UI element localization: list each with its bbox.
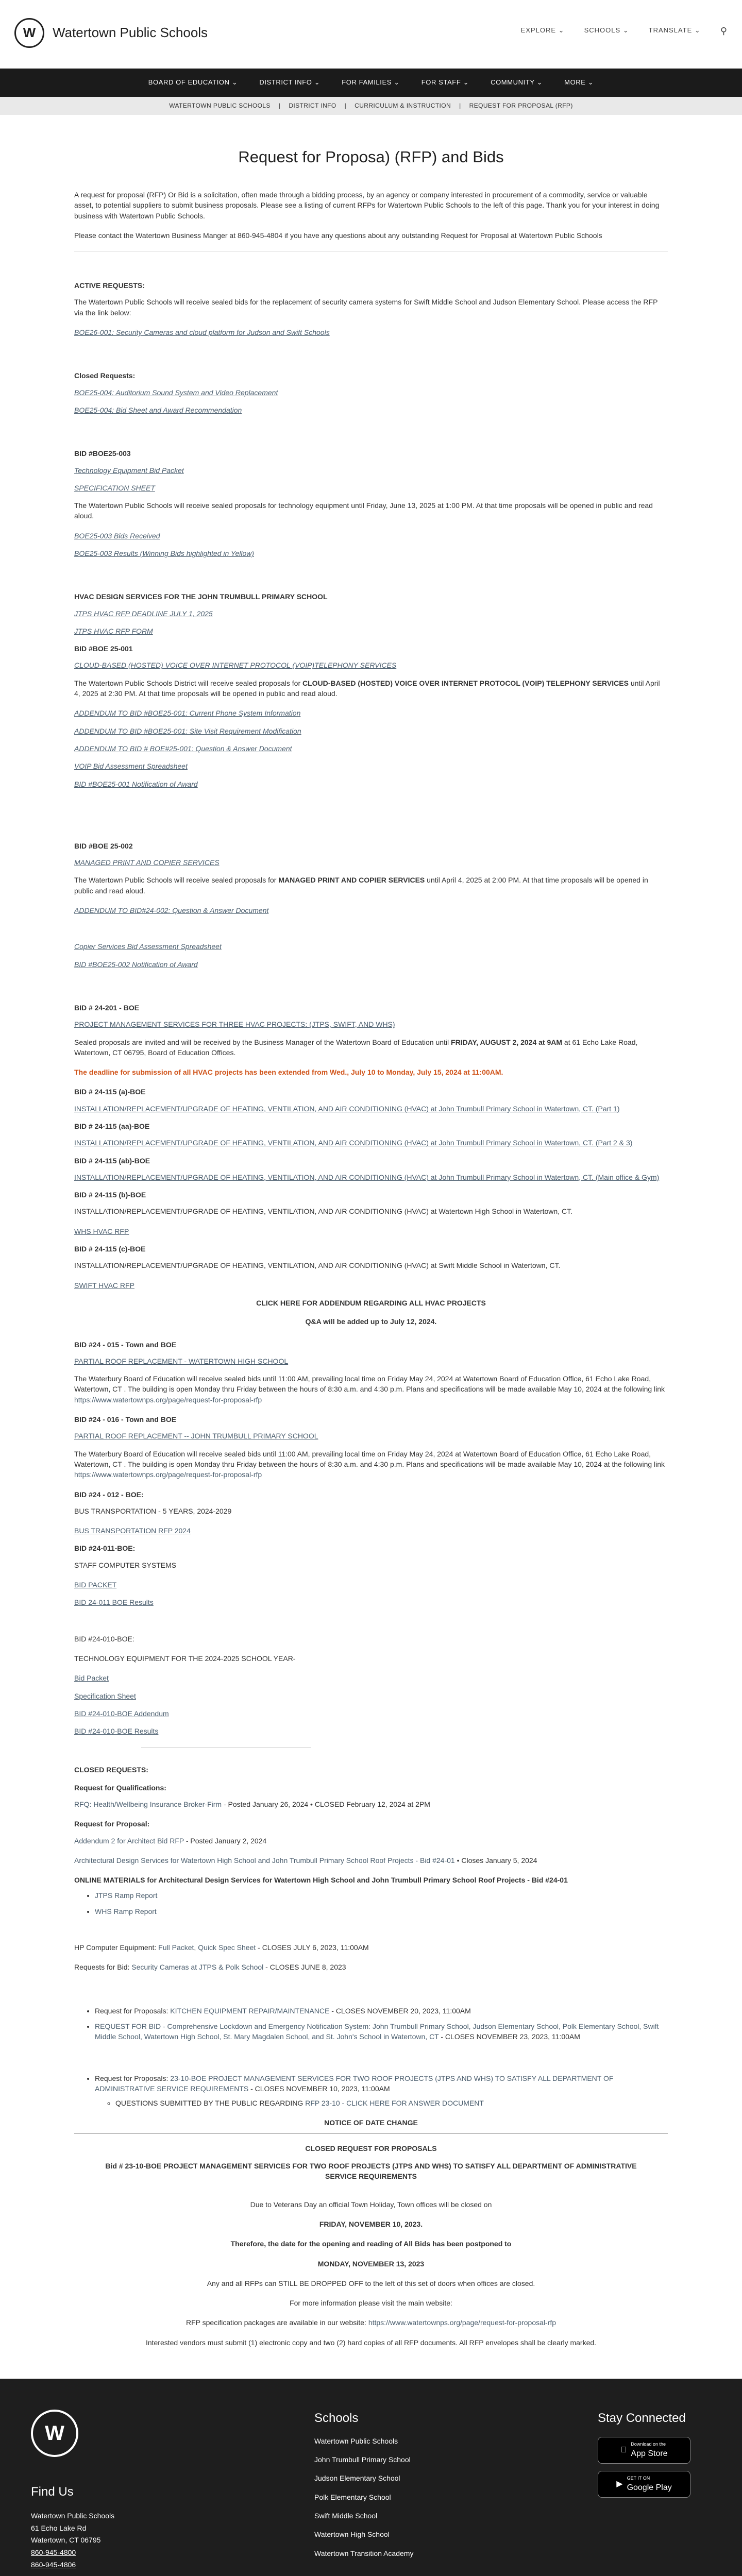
page-title: Request for Proposa) (RFP) and Bids [238, 148, 504, 166]
intro-text: A request for proposal (RFP) Or Bid is a solicitation, often made through a bidding process, by an agency or company interested in procurement of a commodity, service or valuable asset, to potential suppliers to submit business proposals. Please see a listing of current RFPs for Watertown Public Schools to the left of this page. Thank you for your interest in doing business with Watertown Public Schools. [74, 190, 660, 220]
closed-link[interactable]: BOE25-004: Bid Sheet and Award Recommendation [74, 405, 242, 414]
bid-link[interactable]: SPECIFICATION SHEET [74, 483, 155, 492]
roof-pm-link[interactable]: 23-10-BOE PROJECT MANAGEMENT SERVICES FOR TWO ROOF PROJECTS (JTPS AND WHS) TO SATISFY ALL DEPARTMENT OF ADMINISTRATIVE SERVICE REQUIREMENTS [95, 2074, 614, 2093]
notice-text: RFP specification packages are available in our website: https://www.watertownps.org/page/request-for-proposal-rfp [186, 2318, 556, 2327]
closed-heading: Closed Requests: [74, 371, 136, 380]
bid-011-text: STAFF COMPUTER SYSTEMS [74, 1561, 177, 1569]
bid-010-text: TECHNOLOGY EQUIPMENT FOR THE 2024-2025 SCHOOL YEAR- [74, 1654, 296, 1663]
whs-link[interactable]: WHS HVAC RFP [74, 1227, 129, 1235]
bid-201-heading: BID # 24-201 - BOE [74, 1003, 140, 1012]
voip-link[interactable]: CLOUD-BASED (HOSTED) VOICE OVER INTERNET PROTOCOL (VOIP)TELEPHONY SERVICES [74, 661, 397, 670]
play-icon: ▶ [616, 2480, 623, 2489]
footer-phone[interactable]: 860-945-4806 [31, 2560, 76, 2569]
print-bid-heading: BID #BOE 25-002 [74, 841, 133, 850]
active-link[interactable]: BOE26-001: Security Cameras and cloud platform for Judson and Swift Schools [74, 328, 330, 337]
hvac-bid-link[interactable]: INSTALLATION/REPLACEMENT/UPGRADE OF HEATING, VENTILATION, AND AIR CONDITIONING (HVAC) at John Trumbull Primary School in Watertown, CT. (Main office & Gym) [74, 1173, 660, 1181]
qa-note: Q&A will be added up to July 12, 2024. [305, 1317, 437, 1326]
footer-logo[interactable]: W [31, 2410, 78, 2457]
google-play-button[interactable]: ▶ GET IT ON Google Play [598, 2471, 690, 2498]
active-text: The Watertown Public Schools will receive sealed bids for the replacement of security camera systems for Swift Middle School and Judson Elementary School. Please access the RFP via the link below: [74, 298, 658, 317]
hvac-bid-heading: BID # 24-115 (a)-BOE [74, 1088, 146, 1096]
bid-015-url[interactable]: https://www.watertownps.org/page/request-for-proposal-rfp [74, 1395, 262, 1404]
swift-bid-heading: BID # 24-115 (c)-BOE [74, 1245, 146, 1253]
hvac-link[interactable]: JTPS HVAC RFP DEADLINE JULY 1, 2025 [74, 609, 213, 618]
active-heading: ACTIVE REQUESTS: [74, 281, 145, 290]
notice-text: Due to Veterans Day an official Town Holiday, Town offices will be closed on [250, 2200, 492, 2209]
schools-heading: Schools [314, 2411, 359, 2425]
footer-address: Watertown, CT 06795 [31, 2536, 101, 2545]
notice-text: For more information please visit the main website: [290, 2299, 452, 2308]
voip-addendum-link[interactable]: ADDENDUM TO BID #BOE25-001: Site Visit Requirement Modification [74, 726, 301, 735]
bid-012-text: BUS TRANSPORTATION - 5 YEARS, 2024-2029 [74, 1506, 232, 1515]
crumb-current: REQUEST FOR PROPOSAL (RFP) [469, 101, 573, 109]
nav-schools[interactable]: SCHOOLS ⌄ [584, 26, 629, 34]
bid-text: The Watertown Public Schools will receive sealed proposals for technology equipment until Friday, June 13, 2025 at 1:00 PM. At that time proposals will be opened in public and read aloud. [74, 501, 653, 520]
closed-link[interactable]: BOE25-004: Auditorium Sound System and Video Replacement [74, 388, 278, 397]
bid-011-link[interactable]: BID 24-011 BOE Results [74, 1598, 154, 1607]
security-link[interactable]: Security Cameras at JTPS & Polk School [131, 1963, 264, 1972]
online-list [95, 1890, 668, 1917]
notice-text: Therefore, the date for the opening and reading of All Bids has been postponed to [230, 2240, 512, 2248]
breadcrumb: WATERTOWN PUBLIC SCHOOLS | DISTRICT INFO | CURRICULUM & INSTRUCTION | REQUEST FOR PROPOSAL (RFP) [0, 97, 742, 115]
print-link[interactable]: MANAGED PRINT AND COPIER SERVICES [74, 858, 220, 867]
list-item: • Request for Proposals: KITCHEN EQUIPMENT REPAIR/MAINTENANCE - CLOSES NOVEMBER 20, 2023, 11:00AM [95, 2006, 668, 2016]
security-item: Requests for Bid: Security Cameras at JTPS & Polk School - CLOSES JUNE 8, 2023 [74, 1963, 346, 1972]
main-content [74, 115, 668, 2348]
voip-assessment-link[interactable]: VOIP Bid Assessment Spreadsheet [74, 762, 188, 771]
contact-text: Please contact the Watertown Business Manger at 860-945-4804 if you have any questions about any outstanding Request for Proposal at Watertown Public Schools [74, 231, 602, 240]
mainnav-board[interactable]: BOARD OF EDUCATION ⌄ [148, 78, 238, 87]
roof-rfp-list [95, 2073, 668, 2109]
notice-date: MONDAY, NOVEMBER 13, 2023 [317, 2259, 425, 2268]
deadline-notice: The deadline for submission of all HVAC projects has been extended from Wed., July 10 to Monday, July 15, 2024 at 11:00AM. [74, 1068, 503, 1077]
search-icon[interactable]: ⚲ [720, 26, 728, 36]
whs-text: INSTALLATION/REPLACEMENT/UPGRADE OF HEATING, VENTILATION, AND AIR CONDITIONING (HVAC) at Watertown High School in Watertown, CT. [74, 1207, 572, 1216]
mainnav-families[interactable]: FOR FAMILIES ⌄ [342, 78, 400, 87]
bid-011-link[interactable]: BID PACKET [74, 1581, 117, 1589]
footer-address: 61 Echo Lake Rd [31, 2523, 87, 2532]
crumb-home[interactable]: WATERTOWN PUBLIC SCHOOLS [169, 101, 271, 109]
footer-schools [314, 2410, 413, 2558]
chevron-down-icon: ⌄ [558, 26, 565, 34]
print-addendum-link[interactable]: ADDENDUM TO BID#24-002: Question & Answer Document [74, 906, 269, 915]
chevron-down-icon: ⌄ [622, 26, 629, 34]
voip-bid-heading: BID #BOE 25-001 [74, 645, 133, 653]
footer-district-name: Watertown Public Schools [31, 2511, 115, 2520]
lockdown-link[interactable]: REQUEST FOR BID - Comprehensive Lockdown and Emergency Notification System: John Trumbull Primary School, Judson Elementary School, Polk Elementary School, Swift Middle School, Watertown High School, St. Mary Magdalen School, and St. John's School in Watertown, CT [95, 2022, 659, 2041]
online-link[interactable]: JTPS Ramp Report [95, 1891, 158, 1900]
site-title[interactable]: Watertown Public Schools [53, 25, 208, 41]
rfq-link[interactable]: RFQ: Health/Wellbeing Insurance Broker-Firm [74, 1800, 222, 1808]
bid-010-link[interactable]: BID #24-010-BOE Results [74, 1727, 159, 1736]
bid-016-url[interactable]: https://www.watertownps.org/page/request-for-proposal-rfp [74, 1470, 262, 1479]
notice-heading: NOTICE OF DATE CHANGE [324, 2119, 418, 2127]
hp-item: HP Computer Equipment: Full Packet, Quick Spec Sheet - CLOSES JULY 6, 2023, 11:00AM [74, 1943, 369, 1952]
bid-012-link[interactable]: BUS TRANSPORTATION RFP 2024 [74, 1527, 191, 1535]
mainnav-community[interactable]: COMMUNITY ⌄ [491, 78, 543, 87]
bid-201-text: Sealed proposals are invited and will be received by the Business Manager of the Watertown Board of Education until FRIDAY, AUGUST 2, 2024 at 9AM at 61 Echo Lake Road, Watertown, CT 06795, Board of Education Offices. [74, 1038, 638, 1057]
list-item: • Request for Proposals: 23-10-BOE PROJECT MANAGEMENT SERVICES FOR TWO ROOF PROJECTS (JTPS AND WHS) TO SATISFY ALL DEPARTMENT OF ADMINISTRATIVE SERVICE REQUIREMENTS - CLOSES NOVEMBER 10, 2023, 11:00AM ◦ QUESTIONS SUBMITTED BY THE PUBLIC REGARDING RFP 23-10 - CLICK HERE FOR ANSWER DOCUMENT [95, 2073, 668, 2109]
footer-school-link[interactable]: Watertown High School [314, 2530, 390, 2539]
voip-addendum-link[interactable]: ADDENDUM TO BID #BOE25-001: Current Phone System Information [74, 709, 301, 718]
bid-010-link[interactable]: BID #24-010-BOE Addendum [74, 1709, 169, 1718]
voip-text: The Watertown Public Schools District will receive sealed proposals for CLOUD-BASED (HOSTED) VOICE OVER INTERNET PROTOCOL (VOIP) TELEPHONY SERVICES until April 4, 2025 at 2:30 PM. At that time proposals will be opened in public and read aloud. [74, 679, 660, 698]
nav-translate[interactable]: TRANSLATE ⌄ [648, 26, 701, 34]
bid-link[interactable]: Technology Equipment Bid Packet [74, 466, 184, 474]
rfp-link[interactable]: Addendum 2 for Architect Bid RFP [74, 1836, 184, 1845]
footer-school-link[interactable]: John Trumbull Primary School [314, 2455, 411, 2464]
rfp-item: Architectural Design Services for Watertown High School and John Trumbull Primary School Roof Projects - Bid #24-01 • Closes January 5, 2024 [74, 1856, 537, 1865]
footer-school-link[interactable]: Swift Middle School [314, 2511, 378, 2520]
closed-requests-heading: CLOSED REQUESTS: [74, 1766, 148, 1774]
hvac-link[interactable]: JTPS HVAC RFP FORM [74, 626, 153, 635]
bid-010-heading: BID #24-010-BOE: [74, 1634, 134, 1643]
mainnav-district[interactable]: DISTRICT INFO ⌄ [259, 78, 321, 87]
list-item [95, 1906, 668, 1917]
notice-text: Any and all RFPs can STILL BE DROPPED OFF to the left of this set of doors when offices are closed. [207, 2279, 535, 2287]
notice-sub: CLOSED REQUEST FOR PROPOSALS [305, 2144, 437, 2153]
bid-201-link[interactable]: PROJECT MANAGEMENT SERVICES FOR THREE HVAC PROJECTS: (JTPS, SWIFT, AND WHS) [74, 1020, 395, 1029]
rfp-link[interactable]: Architectural Design Services for Watertown High School and John Trumbull Primary School Roof Projects - Bid #24-01 [74, 1856, 455, 1865]
crumb-district[interactable]: DISTRICT INFO [289, 101, 336, 109]
bid-016-text: The Waterbury Board of Education will receive sealed bids until 11:00 AM, prevailing local time on Friday May 24, 2024 at Watertown Board of Education Office, 61 Echo Lake Road, Watertown, CT . The building is open Monday thru Friday between the hours of 8:30 a.m. and 4:30 p.m. Plans and specifications will be made available May 10, 2024 at the following link https://www.watertownps.org/page/request-for-proposal-rfp [74, 1449, 665, 1479]
notice-bid: Bid # 23-10-BOE PROJECT MANAGEMENT SERVICES FOR TWO ROOF PROJECTS (JTPS AND WHS) TO SATISFY ALL DEPARTMENT OF ADMINISTRATIVE SERVICE REQUIREMENTS [105, 2162, 637, 2181]
site-footer [0, 2379, 742, 2576]
notice-text: Interested vendors must submit (1) electronic copy and two (2) hard copies of all RFP documents. All RFP envelopes shall be clearly marked. [145, 2338, 597, 2347]
online-link[interactable]: WHS Ramp Report [95, 1907, 157, 1916]
nav-explore[interactable]: EXPLORE ⌄ [520, 26, 565, 34]
bid-010-link[interactable]: Specification Sheet [74, 1691, 136, 1700]
print-assessment-link[interactable]: Copier Services Bid Assessment Spreadsheet [74, 942, 222, 951]
bid-011-heading: BID #24-011-BOE: [74, 1544, 136, 1553]
list-item [95, 1890, 668, 1901]
bid-016-heading: BID #24 - 016 - Town and BOE [74, 1415, 177, 1424]
answer-doc-link[interactable]: RFP 23-10 - CLICK HERE FOR ANSWER DOCUMENT [305, 2099, 484, 2108]
footer-school-link[interactable]: Watertown Transition Academy [314, 2549, 414, 2557]
find-us [31, 2482, 114, 2571]
footer-phone[interactable]: 860-945-4800 [31, 2548, 76, 2557]
hvac-bid-heading: BID # 24-115 (ab)-BOE [74, 1156, 150, 1165]
bid-015-link[interactable]: PARTIAL ROOF REPLACEMENT - WATERTOWN HIGH SCHOOL [74, 1357, 289, 1365]
connected-heading: Stay Connected [598, 2411, 686, 2425]
find-us-heading: Find Us [31, 2485, 74, 2499]
crumb-curriculum[interactable]: CURRICULUM & INSTRUCTION [355, 101, 451, 109]
mainnav-more[interactable]: MORE ⌄ [564, 78, 594, 87]
mainnav-staff[interactable]: FOR STAFF ⌄ [421, 78, 469, 87]
rfp-page-link[interactable]: https://www.watertownps.org/page/request-for-proposal-rfp [368, 2318, 556, 2327]
hp-spec-link[interactable]: Quick Spec Sheet [198, 1943, 256, 1952]
bid-010-link[interactable]: Bid Packet [74, 1674, 109, 1683]
voip-award-link[interactable]: BID #BOE25-001 Notification of Award [74, 779, 198, 788]
rfp-item: Addendum 2 for Architect Bid RFP - Posted January 2, 2024 [74, 1836, 267, 1845]
app-store-button[interactable]: Download on the App Store [598, 2437, 690, 2464]
bid-015-text: The Waterbury Board of Education will receive sealed bids until 11:00 AM, prevailing local time on Friday May 24, 2024 at Watertown Board of Education Office, 61 Echo Lake Road, Watertown, CT . The building is open Monday thru Friday between the hours of 8:30 a.m. and 4:30 p.m. Plans and specifications will be made available May 10, 2024 at the following link https://www.watertownps.org/page/request-for-proposal-rfp [74, 1375, 665, 1404]
list-item: • REQUEST FOR BID - Comprehensive Lockdown and Emergency Notification System: John Trumbull Primary School, Judson Elementary School, Polk Elementary School, Swift Middle School, Watertown High School, St. Mary Magdalen School, and St. John's School in Watertown, CT - CLOSES NOVEMBER 23, 2023, 11:00AM [95, 2021, 668, 2042]
rfq-item: RFQ: Health/Wellbeing Insurance Broker-Firm - Posted January 26, 2024 • CLOSED February 12, 2024 at 2PM [74, 1800, 430, 1808]
whs-bid-heading: BID # 24-115 (b)-BOE [74, 1191, 146, 1199]
bid-link[interactable]: BOE25-003 Results (Winning Bids highlighted in Yellow) [74, 549, 255, 557]
hvac-addendum-link[interactable]: CLICK HERE FOR ADDENDUM REGARDING ALL HVAC PROJECTS [256, 1298, 486, 1307]
footer-school-link[interactable]: Judson Elementary School [314, 2474, 400, 2483]
swift-link[interactable]: SWIFT HVAC RFP [74, 1281, 134, 1290]
rfq-heading: Request for Qualifications: [74, 1783, 166, 1792]
divider [74, 2133, 668, 2134]
footer-school-link[interactable]: Polk Elementary School [314, 2493, 391, 2501]
hvac-bid-heading: BID # 24-115 (aa)-BOE [74, 1122, 150, 1130]
apple-icon [620, 2444, 627, 2456]
bid-heading: BID #BOE25-003 [74, 449, 131, 458]
voip-addendum-link[interactable]: ADDENDUM TO BID # BOE#25-001: Question & Answer Document [74, 744, 292, 753]
list-item: ◦ QUESTIONS SUBMITTED BY THE PUBLIC REGARDING RFP 23-10 - CLICK HERE FOR ANSWER DOCUMENT [115, 2098, 668, 2108]
bid-015-heading: BID #24 - 015 - Town and BOE [74, 1340, 177, 1349]
site-header [0, 0, 742, 66]
hvac-bid-link[interactable]: INSTALLATION/REPLACEMENT/UPGRADE OF HEATING, VENTILATION, AND AIR CONDITIONING (HVAC) at John Trumbull Primary School in Watertown, CT. (Part 2 & 3) [74, 1139, 633, 1147]
stay-connected [598, 2410, 690, 2505]
top-nav [521, 26, 728, 38]
chevron-down-icon: ⌄ [694, 26, 701, 34]
print-award-link[interactable]: BID #BOE25-002 Notification of Award [74, 960, 198, 969]
bid-link[interactable]: BOE25-003 Bids Received [74, 531, 160, 540]
bid-016-link[interactable]: PARTIAL ROOF REPLACEMENT -- JOHN TRUMBULL PRIMARY SCHOOL [74, 1432, 318, 1440]
hvac-bid-link[interactable]: INSTALLATION/REPLACEMENT/UPGRADE OF HEATING, VENTILATION, AND AIR CONDITIONING (HVAC) at John Trumbull Primary School in Watertown, CT. (Part 1) [74, 1104, 620, 1113]
notice-date: FRIDAY, NOVEMBER 10, 2023. [319, 2219, 423, 2228]
footer-school-link[interactable]: Watertown Public Schools [314, 2436, 398, 2445]
print-text: The Watertown Public Schools will receive sealed proposals for MANAGED PRINT AND COPIER SERVICES until April 4, 2025 at 2:00 PM. At that time proposals will be opened in public and read aloud. [74, 876, 648, 895]
swift-text: INSTALLATION/REPLACEMENT/UPGRADE OF HEATING, VENTILATION, AND AIR CONDITIONING (HVAC) at Swift Middle School in Watertown, CT. [74, 1261, 561, 1270]
main-nav [0, 66, 742, 97]
online-heading: ONLINE MATERIALS for Architectural Design Services for Watertown High School and John Trumbull Primary School Roof Projects - Bid #24-01 [74, 1876, 568, 1885]
hvac-heading: HVAC DESIGN SERVICES FOR THE JOHN TRUMBULL PRIMARY SCHOOL [74, 592, 328, 601]
hp-packet-link[interactable]: Full Packet [158, 1943, 194, 1952]
rfp-heading: Request for Proposal: [74, 1820, 150, 1828]
kitchen-link[interactable]: KITCHEN EQUIPMENT REPAIR/MAINTENANCE [170, 2006, 330, 2015]
closed-rfp-list [95, 2006, 668, 2042]
district-logo[interactable]: W [14, 18, 44, 48]
bid-012-heading: BID #24 - 012 - BOE: [74, 1490, 144, 1499]
